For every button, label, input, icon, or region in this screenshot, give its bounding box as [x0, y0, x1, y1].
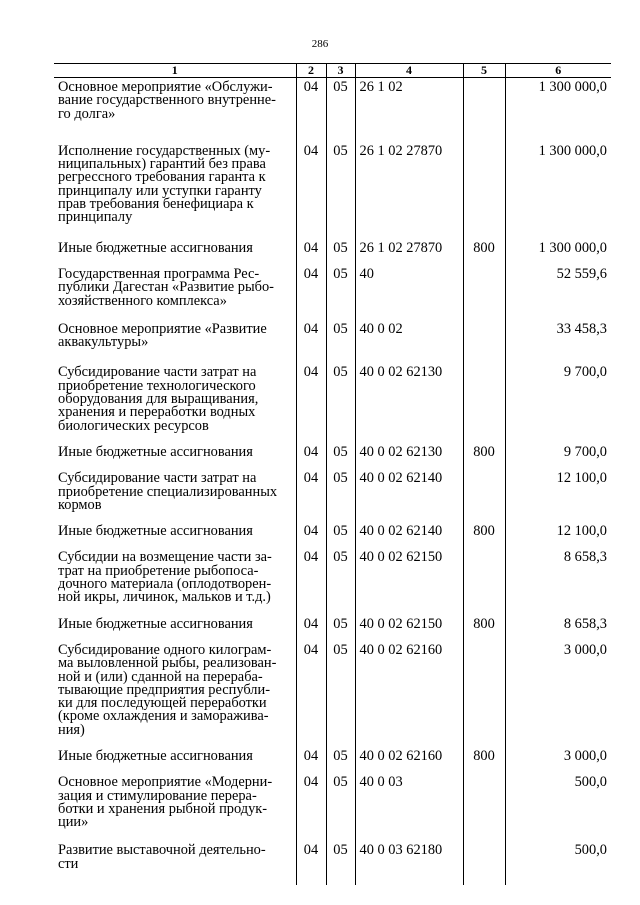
table-row — [54, 469, 611, 522]
table-row — [54, 841, 611, 885]
row-subsection: 05 — [326, 615, 355, 641]
row-amount: 1 300 000,0 — [505, 142, 611, 239]
row-name: Исполнение государственных (му- ниципальных) гарантий без права регрессного требования гаранта к принципалу или уступки гаранту прав требования бенефициара к принципалу — [58, 142, 271, 226]
row-subsection: 05 — [326, 443, 355, 469]
row-section: 04 — [296, 239, 326, 265]
table-row — [54, 239, 611, 265]
row-name: Основное мероприятие «Развитие аквакультуры» — [58, 320, 267, 351]
row-section: 04 — [296, 641, 326, 747]
row-expense-type: 800 — [463, 522, 505, 548]
row-subsection: 05 — [326, 239, 355, 265]
row-name: Иные бюджетные ассигнования — [58, 239, 253, 256]
row-amount: 1 300 000,0 — [505, 239, 611, 265]
row-name: Основное мероприятие «Модерни- зация и стимулирование перера- ботки и хранения рыбной продук- ции» — [58, 774, 273, 831]
row-name: Иные бюджетные ассигнования — [58, 443, 253, 460]
table-row — [54, 443, 611, 469]
row-amount: 9 700,0 — [505, 443, 611, 469]
row-amount: 12 100,0 — [505, 469, 611, 522]
row-expense-type — [463, 265, 505, 320]
row-section: 04 — [296, 443, 326, 469]
row-subsection: 05 — [326, 548, 355, 614]
row-section: 04 — [296, 78, 326, 142]
row-subsection: 05 — [326, 320, 355, 364]
row-expense-type: 800 — [463, 747, 505, 773]
table-row — [54, 548, 611, 614]
row-expense-type — [463, 320, 505, 364]
row-target-code: 40 0 02 62130 — [355, 363, 463, 442]
row-section: 04 — [296, 548, 326, 614]
row-amount: 8 658,3 — [505, 548, 611, 614]
table-row — [54, 773, 611, 841]
row-target-code: 40 — [355, 265, 463, 320]
row-subsection: 05 — [326, 265, 355, 320]
row-section: 04 — [296, 522, 326, 548]
row-expense-type — [463, 469, 505, 522]
row-section: 04 — [296, 615, 326, 641]
row-target-code: 40 0 02 62150 — [355, 615, 463, 641]
table-body — [54, 78, 611, 886]
row-target-code: 40 0 03 — [355, 773, 463, 841]
row-name: Иные бюджетные ассигнования — [58, 523, 253, 540]
row-expense-type — [463, 841, 505, 885]
row-expense-type — [463, 548, 505, 614]
table-row — [54, 363, 611, 442]
row-target-code: 40 0 02 62160 — [355, 641, 463, 747]
row-expense-type — [463, 142, 505, 239]
header-col-1: 1 — [54, 64, 296, 78]
header-col-4: 4 — [355, 64, 463, 78]
row-amount: 8 658,3 — [505, 615, 611, 641]
row-subsection: 05 — [326, 773, 355, 841]
row-subsection: 05 — [326, 747, 355, 773]
row-section: 04 — [296, 841, 326, 885]
row-name: Субсидирование части затрат на приобретение технологического оборудования для выращивания, хранения и переработки водных биологических ресурсов — [58, 364, 259, 434]
row-subsection: 05 — [326, 142, 355, 239]
row-target-code: 40 0 02 62160 — [355, 747, 463, 773]
row-section: 04 — [296, 265, 326, 320]
row-amount: 3 000,0 — [505, 747, 611, 773]
row-target-code: 26 1 02 27870 — [355, 142, 463, 239]
row-expense-type — [463, 773, 505, 841]
row-expense-type — [463, 363, 505, 442]
table-row — [54, 320, 611, 364]
header-col-3: 3 — [326, 64, 355, 78]
row-expense-type — [463, 641, 505, 747]
table-row — [54, 641, 611, 747]
row-expense-type: 800 — [463, 615, 505, 641]
row-amount: 500,0 — [505, 841, 611, 885]
row-subsection: 05 — [326, 78, 355, 142]
row-section: 04 — [296, 363, 326, 442]
header-col-6: 6 — [505, 64, 611, 78]
row-amount: 3 000,0 — [505, 641, 611, 747]
row-section: 04 — [296, 773, 326, 841]
row-name: Субсидии на возмещение части за- трат на приобретение рыбопоса- дочного материала (оплодотворен- ной икры, личинок, мальков и т.д.) — [58, 549, 272, 606]
row-name: Основное мероприятие «Обслужи- вание государственного внутренне- го долга» — [58, 79, 276, 122]
row-expense-type: 800 — [463, 443, 505, 469]
row-target-code: 40 0 02 — [355, 320, 463, 364]
row-section: 04 — [296, 469, 326, 522]
row-section: 04 — [296, 142, 326, 239]
row-name: Субсидирование части затрат на приобретение специализированных кормов — [58, 470, 278, 513]
row-subsection: 05 — [326, 641, 355, 747]
row-amount: 12 100,0 — [505, 522, 611, 548]
row-section: 04 — [296, 747, 326, 773]
row-subsection: 05 — [326, 363, 355, 442]
header-col-5: 5 — [463, 64, 505, 78]
row-expense-type: 800 — [463, 239, 505, 265]
page-number: 286 — [311, 38, 329, 50]
row-target-code: 40 0 02 62140 — [355, 522, 463, 548]
row-subsection: 05 — [326, 841, 355, 885]
row-name: Иные бюджетные ассигнования — [58, 615, 253, 632]
row-subsection: 05 — [326, 522, 355, 548]
table-row — [54, 78, 611, 142]
row-amount: 33 458,3 — [505, 320, 611, 364]
row-amount: 1 300 000,0 — [505, 78, 611, 142]
row-amount: 500,0 — [505, 773, 611, 841]
row-target-code: 40 0 02 62130 — [355, 443, 463, 469]
row-amount: 9 700,0 — [505, 363, 611, 442]
row-section: 04 — [296, 320, 326, 364]
row-target-code: 40 0 02 62140 — [355, 469, 463, 522]
row-subsection: 05 — [326, 469, 355, 522]
row-amount: 52 559,6 — [505, 265, 611, 320]
row-target-code: 40 0 03 62180 — [355, 841, 463, 885]
row-name: Государственная программа Рес- публики Дагестан «Развитие рыбо- хозяйственного комплекса» — [58, 265, 274, 309]
row-target-code: 40 0 02 62150 — [355, 548, 463, 614]
row-name: Развитие выставочной деятельно- сти — [58, 842, 266, 872]
table-row — [54, 265, 611, 320]
header-col-2: 2 — [296, 64, 326, 78]
table-row — [54, 615, 611, 641]
row-target-code: 26 1 02 — [355, 78, 463, 142]
table-row — [54, 747, 611, 773]
header-row — [54, 64, 611, 78]
row-target-code: 26 1 02 27870 — [355, 239, 463, 265]
budget-table — [54, 63, 611, 885]
table-row — [54, 142, 611, 239]
row-name: Субсидирование одного килограм- ма выловленной рыбы, реализован- ной и (или) сданной на перераба- тывающие предприятия республи- ки для последующей переработки (кроме охлаждения и заморажива- ния) — [58, 641, 277, 738]
row-expense-type — [463, 78, 505, 142]
row-name: Иные бюджетные ассигнования — [58, 747, 253, 764]
table-row — [54, 522, 611, 548]
